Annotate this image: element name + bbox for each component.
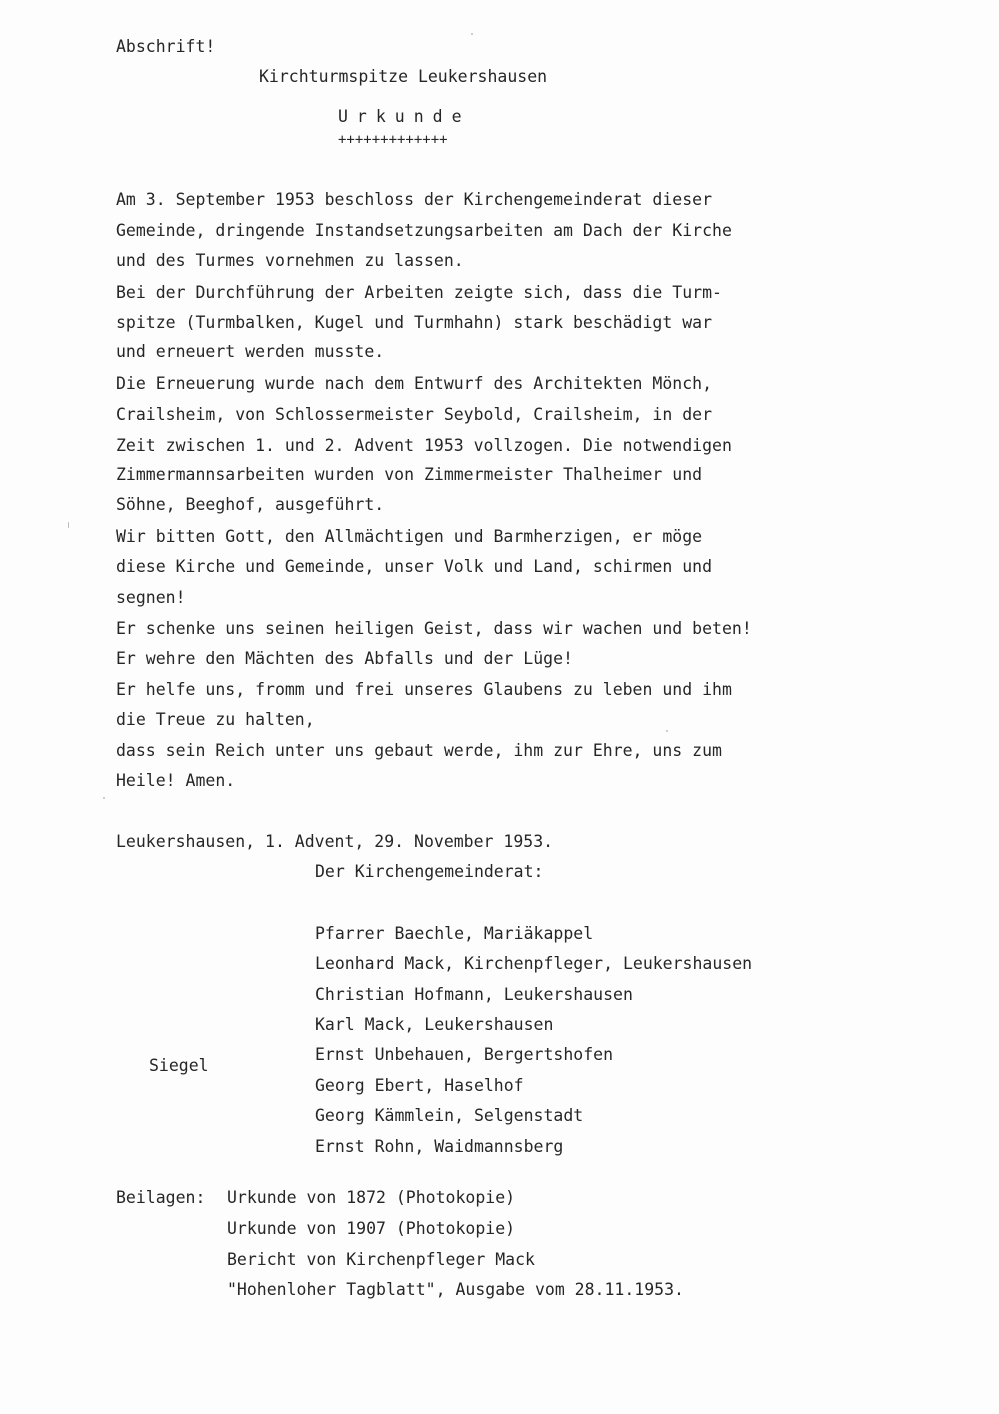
body-line: spitze (Turmbalken, Kugel und Turmhahn) stark beschädigt war [116, 313, 713, 332]
attachments-label: Beilagen: [116, 1188, 206, 1207]
signatory: Leonhard Mack, Kirchenpfleger, Leukershausen [315, 954, 753, 973]
body-line: Gemeinde, dringende Instandsetzungsarbeiten am Dach der Kirche [116, 221, 732, 240]
body-line: diese Kirche und Gemeinde, unser Volk und Land, schirmen und [116, 557, 713, 576]
body-line: Wir bitten Gott, den Allmächtigen und Barmherzigen, er möge [116, 527, 703, 546]
signatory: Pfarrer Baechle, Mariäkappel [315, 924, 594, 943]
body-line: Am 3. September 1953 beschloss der Kirchengemeinderat dieser [116, 190, 713, 209]
scan-speck [471, 33, 473, 35]
place-date: Leukershausen, 1. Advent, 29. November 1953. [116, 832, 554, 851]
body-line: und erneuert werden musste. [116, 342, 385, 361]
signatory: Christian Hofmann, Leukershausen [315, 985, 633, 1004]
body-line: Crailsheim, von Schlossermeister Seybold, Crailsheim, in der [116, 405, 713, 424]
body-line: Er schenke uns seinen heiligen Geist, dass wir wachen und beten! [116, 619, 752, 638]
title-underline: +++++++++++++ [338, 132, 448, 148]
body-line: dass sein Reich unter uns gebaut werde, ihm zur Ehre, uns zum [116, 741, 722, 760]
body-line: Heile! Amen. [116, 771, 236, 790]
scan-speck [103, 797, 105, 799]
body-line: die Treue zu halten, [116, 710, 315, 729]
signatory: Georg Ebert, Haselhof [315, 1076, 524, 1095]
seal-label: Siegel [149, 1056, 209, 1075]
signatory: Georg Kämmlein, Selgenstadt [315, 1106, 584, 1125]
attachment-item: "Hohenloher Tagblatt", Ausgabe vom 28.11.1953. [227, 1280, 684, 1299]
body-line: Er helfe uns, fromm und frei unseres Glaubens zu leben und ihm [116, 680, 732, 699]
body-line: Er wehre den Mächten des Abfalls und der Lüge! [116, 649, 573, 668]
signatory: Ernst Rohn, Waidmannsberg [315, 1137, 564, 1156]
body-line: Zeit zwischen 1. und 2. Advent 1953 vollzogen. Die notwendigen [116, 436, 732, 455]
scan-speck [68, 522, 69, 528]
attachment-item: Urkunde von 1872 (Photokopie) [227, 1188, 516, 1207]
signatory: Ernst Unbehauen, Bergertshofen [315, 1045, 614, 1064]
attachment-item: Bericht von Kirchenpfleger Mack [227, 1250, 535, 1269]
council-label: Der Kirchengemeinderat: [315, 862, 544, 881]
body-line: und des Turmes vornehmen zu lassen. [116, 251, 464, 270]
copy-note: Abschrift! [116, 37, 216, 56]
place-title: Kirchturmspitze Leukershausen [259, 67, 548, 86]
body-line: Söhne, Beeghof, ausgeführt. [116, 495, 385, 514]
signatory: Karl Mack, Leukershausen [315, 1015, 554, 1034]
body-line: Bei der Durchführung der Arbeiten zeigte sich, dass die Turm- [116, 283, 722, 302]
body-line: Zimmermannsarbeiten wurden von Zimmermeister Thalheimer und [116, 465, 703, 484]
document-title: Urkunde [338, 107, 471, 126]
attachment-item: Urkunde von 1907 (Photokopie) [227, 1219, 516, 1238]
body-line: Die Erneuerung wurde nach dem Entwurf des Architekten Mönch, [116, 374, 713, 393]
body-line: segnen! [116, 588, 186, 607]
scan-speck [666, 730, 668, 732]
